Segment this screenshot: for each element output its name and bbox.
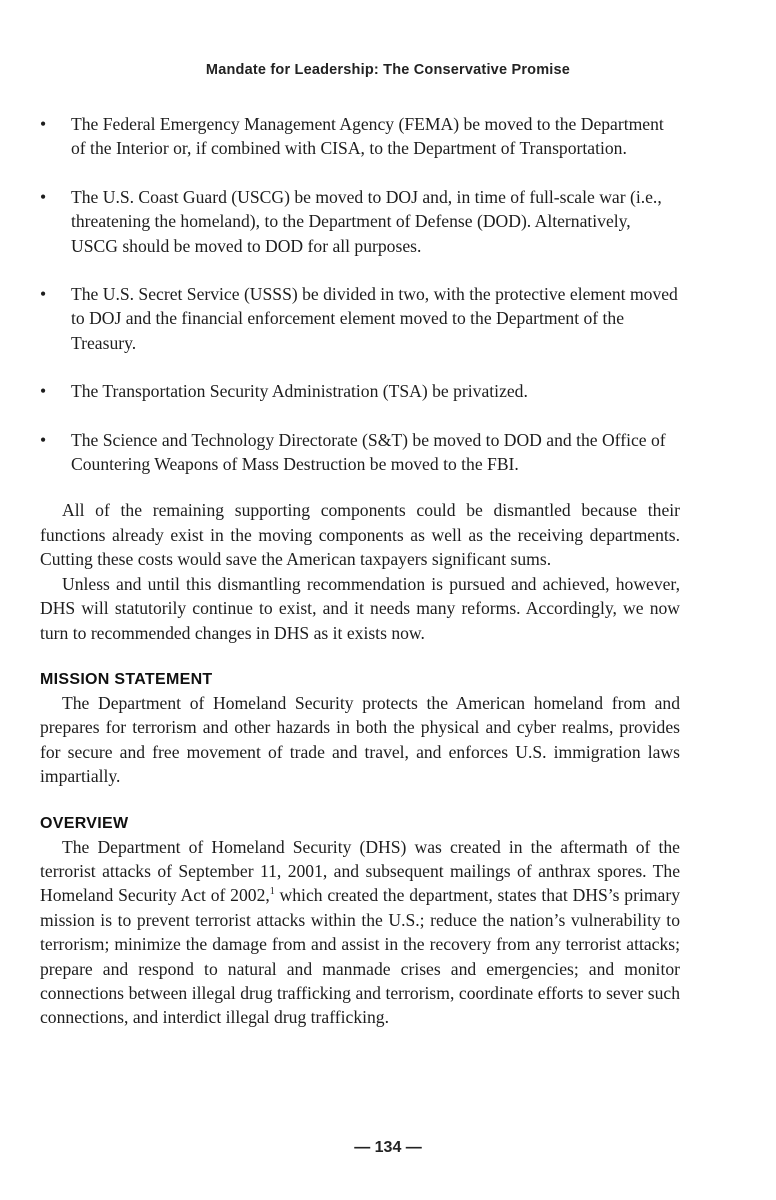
- bullet-marker: •: [40, 114, 47, 134]
- list-item-text: The Transportation Security Administration (TSA) be privatized.: [71, 381, 528, 402]
- bullet-marker: •: [40, 186, 47, 207]
- mission-paragraph: The Department of Homeland Security protects the American homeland from and prepares for terrorism and other hazards in both the physical and cyber realms, provides for secure and free movement of trade and travel, and enforces U.S. immigration laws impartially.: [40, 692, 680, 787]
- running-title: Mandate for Leadership: The Conservative Promise: [205, 62, 571, 78]
- list-item: [40, 379, 680, 403]
- bullet-marker: •: [40, 284, 47, 305]
- mission-heading: MISSION STATEMENT: [40, 670, 213, 688]
- list-item: [40, 282, 680, 355]
- bullet-marker: •: [40, 429, 47, 450]
- list-item-text: The Science and Technology Directorate (S&T) be moved to DOD and the Office of Countering Weapons of Mass Destruction be moved to the FBI.: [71, 429, 666, 475]
- page-content: [40, 112, 680, 1030]
- overview-heading: OVERVIEW: [40, 814, 129, 832]
- recommendation-list: [40, 112, 680, 476]
- body-paragraph: Unless and until this dismantling recommendation is pursued and achieved, however, DHS will statutorily continue to exist, and it needs many reforms. Accordingly, we now turn to recommended changes in DHS as it exists now.: [40, 573, 680, 643]
- list-item: [40, 185, 680, 258]
- page-number: — 134 —: [354, 1139, 422, 1156]
- list-item-text: The Federal Emergency Management Agency (FEMA) be moved to the Department of the Interior or, if combined with CISA, to the Department of Transportation.: [71, 114, 664, 159]
- overview-paragraph: [40, 835, 680, 1030]
- overview-text-part1: The Department of Homeland Security (DHS) was created in the aftermath of the terrorist attacks of September 11, 2001, and subsequent mailings of anthrax spores. The Homeland Security Act of 2002,: [40, 836, 680, 906]
- footnote-reference[interactable]: 1: [269, 886, 275, 898]
- list-item-text: The U.S. Coast Guard (USCG) be moved to DOJ and, in time of full-scale war (i.e., threatening the homeland), to the Department of Defense (DOD). Alternatively, USCG should be moved to DOD for all purposes.: [71, 186, 662, 256]
- list-item: [40, 428, 680, 477]
- list-item: [40, 112, 680, 161]
- list-item-text: The U.S. Secret Service (USSS) be divided in two, with the protective element moved to DOJ and the financial enforcement element moved to the Department of the Treasury.: [71, 284, 678, 353]
- body-paragraph: All of the remaining supporting components could be dismantled because their functions already exist in the moving components as well as the receiving departments. Cutting these costs would save the American taxpayers significant sums.: [40, 500, 680, 570]
- overview-text-part2: which created the department, states that DHS’s primary mission is to prevent terrorist attacks within the U.S.; reduce the nation’s vulnerability to terrorism; minimize the damage from and assist in the recovery from any terrorist attacks; prepare and respond to natural and manmade crises and emergencies; and monitor connections between illegal drug trafficking and terrorism, coordinate efforts to sever such connections, and interdict illegal drug trafficking.: [40, 885, 680, 1028]
- bullet-marker: •: [40, 381, 47, 402]
